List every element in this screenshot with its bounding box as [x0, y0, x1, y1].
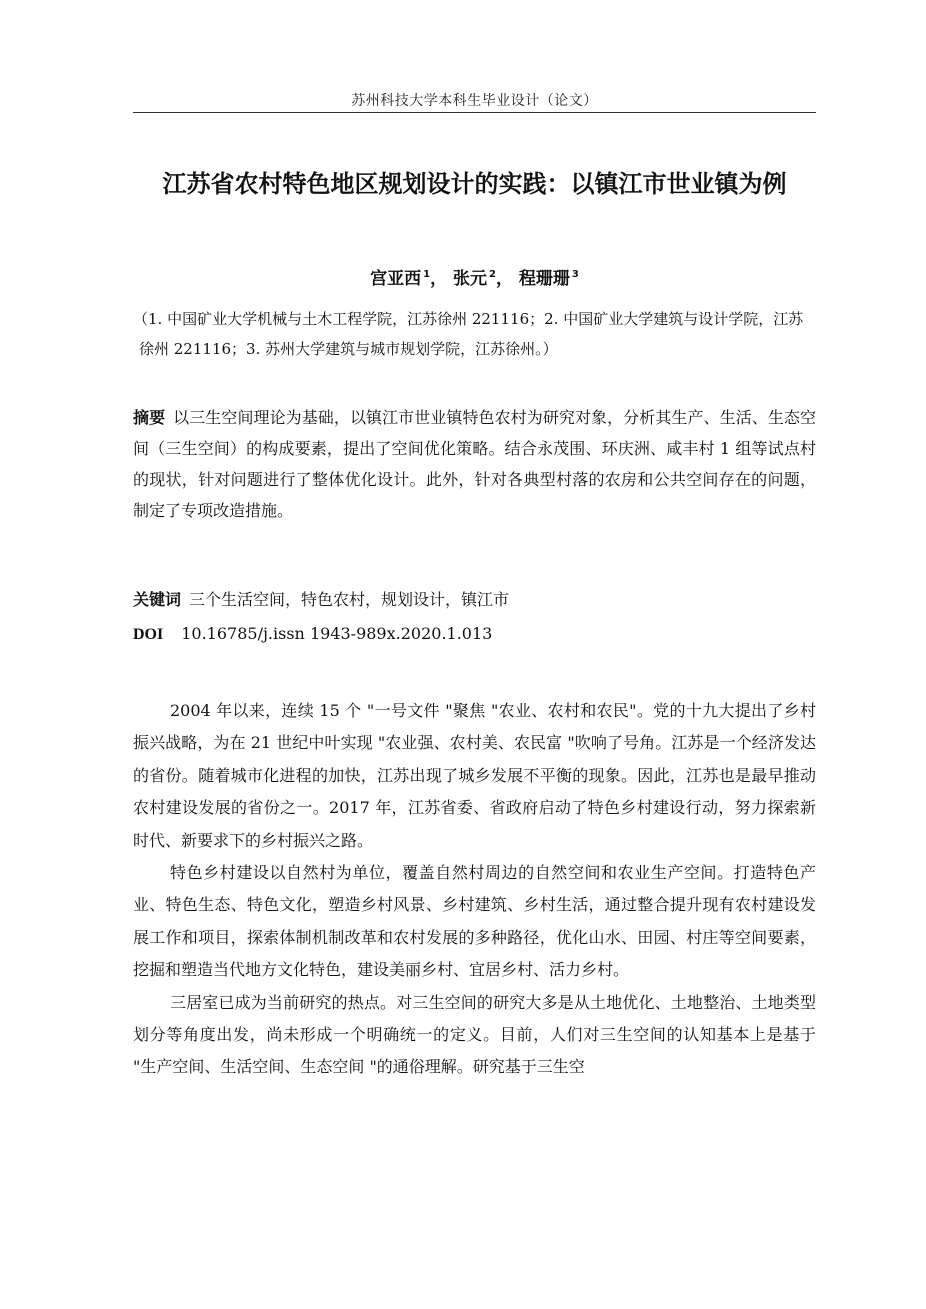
affiliations: （1. 中国矿业大学机械与土木工程学院，江苏徐州 221116；2. 中国矿业大学建筑与设计学院，江苏徐州 221116；3. 苏州大学建筑与城市规划学院，江苏徐州。）	[133, 310, 804, 358]
doi	[133, 620, 816, 649]
body-text	[133, 695, 816, 1084]
abstract-label: 摘要	[133, 408, 166, 427]
author-list	[133, 264, 816, 289]
body-paragraph: 2004 年以来，连续 15 个 "一号文件 "聚焦 "农业、农村和农民"。党的十九大提出了乡村振兴战略，为在 21 世纪中叶实现 "农业强、农村美、农民富 "吹响了号角。江苏是一个经济发达的省份。随着城市化进程的加快，江苏出现了城乡发展不平衡的现象。因此，江苏也是最早推动农村建设发展的省份之一。2017 年，江苏省委、省政府启动了特色乡村建设行动，努力探索新时代、新要求下的乡村振兴之路。	[133, 701, 816, 850]
body-paragraph: 三居室已成为当前研究的热点。对三生空间的研究大多是从土地优化、土地整治、土地类型划分等角度出发，尚未形成一个明确统一的定义。目前，人们对三生空间的认知基本上是基于 "生产空间、生活空间、生态空间 "的通俗理解。研究基于三生空	[133, 992, 816, 1077]
doi-label: DOI	[133, 626, 164, 643]
author-separator: ，	[430, 269, 448, 289]
keywords	[133, 586, 816, 614]
author-name: 宫亚西	[370, 269, 422, 289]
author-separator: ，	[495, 269, 513, 289]
author-name: 张元	[453, 269, 488, 289]
abstract-text: 以三生空间理论为基础，以镇江市世业镇特色农村为研究对象，分析其生产、生活、生态空间（三生空间）的构成要素，提出了空间优化策略。结合永茂围、环庆洲、咸丰村 1 组等试点村的现状，针对问题进行了整体优化设计。此外，针对各典型村落的农房和公共空间存在的问题，制定了专项改造措施。	[133, 408, 816, 520]
paper-title: 江苏省农村特色地区规划设计的实践：以镇江市世业镇为例	[162, 170, 787, 198]
author-affil-mark: 3	[571, 269, 579, 281]
abstract	[133, 402, 816, 526]
doi-text: 10.16785/j.issn 1943-989x.2020.1.013	[181, 624, 493, 643]
author-name: 程珊珊	[518, 269, 570, 289]
keywords-text: 三个生活空间，特色农村，规划设计，镇江市	[189, 590, 510, 609]
running-header: 苏州科技大学本科生毕业设计（论文）	[351, 93, 598, 109]
author-affil-mark: 2	[489, 269, 496, 281]
keywords-label: 关键词	[133, 590, 182, 609]
header-rule	[133, 112, 816, 113]
body-paragraph: 特色乡村建设以自然村为单位，覆盖自然村周边的自然空间和农业生产空间。打造特色产业、特色生态、特色文化，塑造乡村风景、乡村建筑、乡村生活，通过整合提升现有农村建设发展工作和项目，探索体制机制改革和农村发展的多种路径，优化山水、田园、村庄等空间要素，挖掘和塑造当代地方文化特色，建设美丽乡村、宜居乡村、活力乡村。	[133, 863, 816, 980]
author-affil-mark: 1	[423, 269, 431, 281]
